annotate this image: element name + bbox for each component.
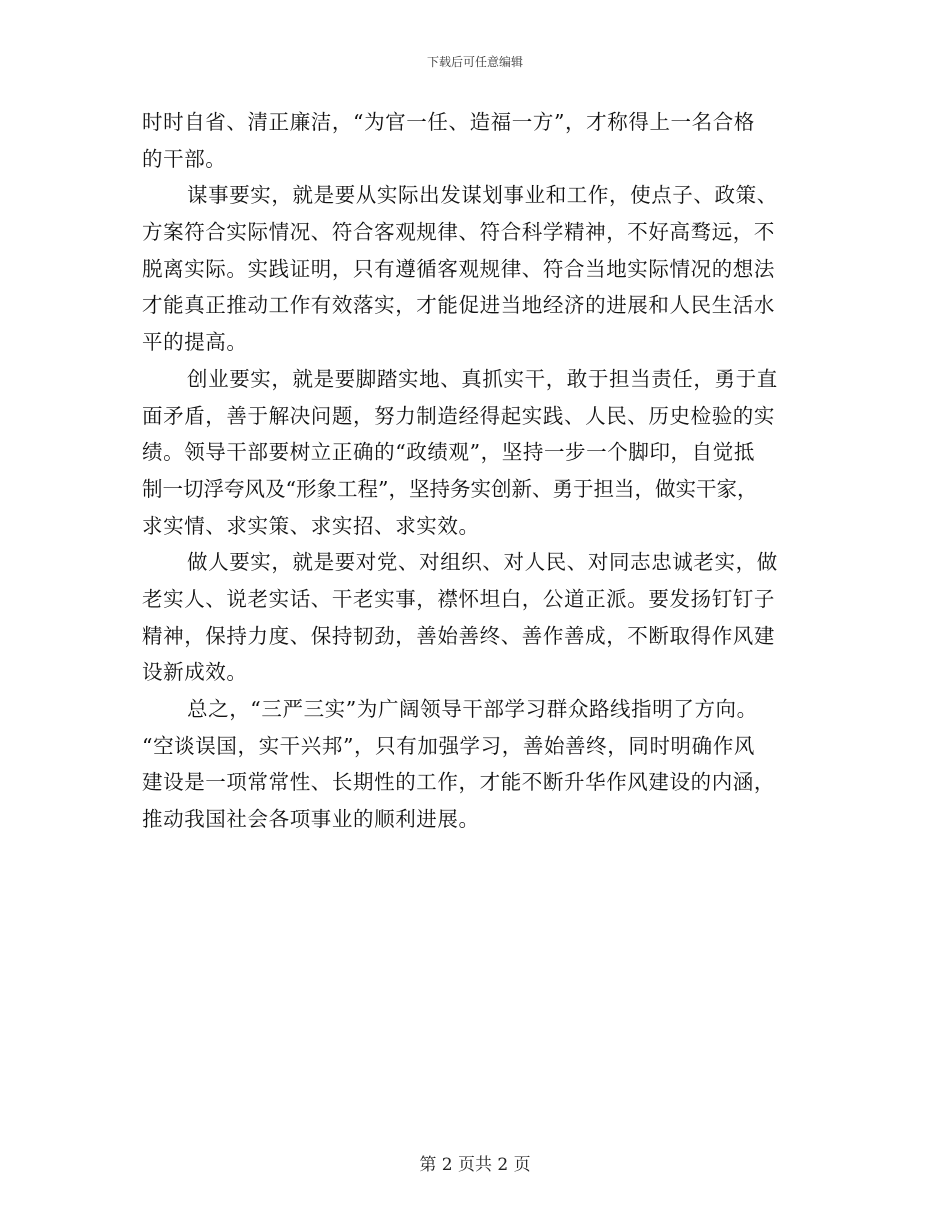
paragraph-start-line: 总之，“三严三实”为广阔领导干部学习群众路线指明了方向。 bbox=[187, 697, 758, 721]
text-line: 精神，保持力度、保持韧劲，善始善终、善作善成，不断取得作风建 bbox=[142, 623, 775, 648]
text-line: 求实情、求实策、求实招、求实效。 bbox=[142, 513, 480, 538]
text-line: 平的提高。 bbox=[142, 330, 248, 355]
page-footer: 第 2 页共 2 页 bbox=[419, 1155, 531, 1175]
page-header: 下载后可任意编辑 bbox=[426, 55, 523, 69]
text-line: 面矛盾，善于解决问题，努力制造经得起实践、人民、历史检验的实 bbox=[142, 403, 775, 428]
text-line: 制一切浮夸风及“形象工程”，坚持务实创新、勇于担当，做实干家， bbox=[142, 476, 758, 501]
text-line: 老实人、说老实话、干老实事，襟怀坦白，公道正派。要发扬钉钉子 bbox=[142, 586, 775, 611]
text-line: 推动我国社会各项事业的顺利进展。 bbox=[142, 807, 480, 832]
text-line: 的干部。 bbox=[142, 146, 227, 171]
text-line: 方案符合实际情况、符合客观规律、符合科学精神，不好高骛远，不 bbox=[142, 220, 775, 245]
paragraph-start-line: 创业要实，就是要脚踏实地、真抓实干，敢于担当责任，勇于直 bbox=[187, 366, 778, 391]
paragraph-start-line: 做人要实，就是要对党、对组织、对人民、对同志忠诚老实，做 bbox=[187, 550, 778, 575]
paragraph-start-line: 谋事要实，就是要从实际出发谋划事业和工作，使点子、政策、 bbox=[187, 183, 778, 208]
text-line: 脱离实际。实践证明，只有遵循客观规律、符合当地实际情况的想法 bbox=[142, 256, 775, 281]
text-line: 建设是一项常常性、长期性的工作，才能不断升华作风建设的内涵， bbox=[142, 770, 775, 795]
text-line: 时时自省、清正廉洁，“为官一任、造福一方”，才称得上一名合格 bbox=[142, 110, 755, 134]
text-line: “空谈误国，实干兴邦”，只有加强学习，善始善终，同时明确作风 bbox=[142, 733, 755, 758]
text-line: 设新成效。 bbox=[142, 660, 248, 685]
text-line: 才能真正推动工作有效落实，才能促进当地经济的进展和人民生活水 bbox=[142, 293, 775, 318]
document-body bbox=[142, 104, 817, 838]
text-line: 绩。领导干部要树立正确的“政绩观”，坚持一步一个脚印，自觉抵 bbox=[142, 440, 755, 465]
